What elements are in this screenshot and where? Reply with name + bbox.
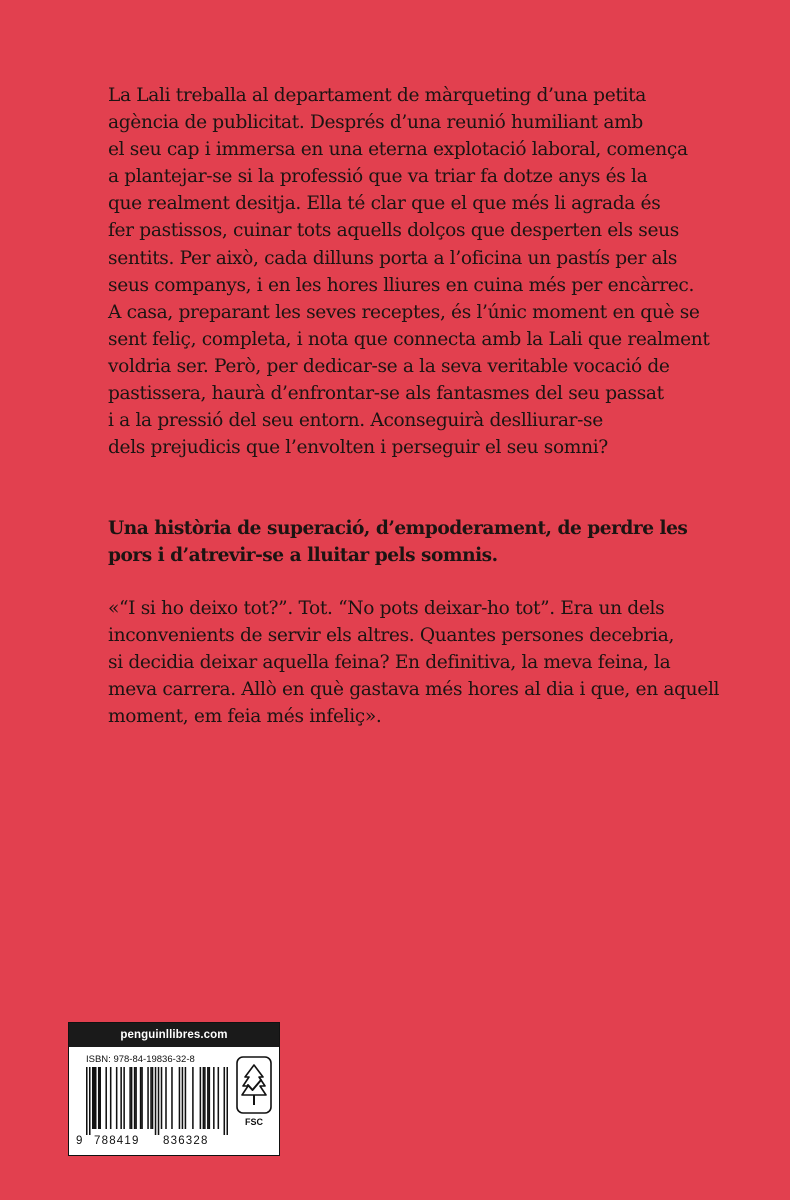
barcode-box xyxy=(68,1022,280,1156)
quote-line: si decidia deixar aquella feina? En definitiva, la meva feina, la xyxy=(108,652,671,674)
barcode-bar xyxy=(209,1067,211,1129)
barcode-bar xyxy=(140,1067,142,1129)
barcode-bar xyxy=(171,1067,173,1129)
barcode-bar xyxy=(99,1067,101,1129)
tagline-line: Una història de superació, d’empoderament, de perdre les xyxy=(108,518,688,539)
barcode-bar xyxy=(120,1067,122,1129)
barcode-bar xyxy=(134,1067,136,1129)
synopsis-line: sentits. Per això, cada dilluns porta a l’oficina un pastís per als xyxy=(108,247,678,269)
barcode-bar xyxy=(182,1067,184,1129)
barcode-bar xyxy=(105,1067,107,1129)
barcode-bar xyxy=(161,1067,163,1129)
quote-line: moment, em feia més infeliç». xyxy=(108,706,382,728)
barcode-bar xyxy=(200,1067,202,1129)
quote-line: meva carrera. Allò en què gastava més hores al dia i que, en aquell xyxy=(108,679,720,701)
barcode-bar xyxy=(129,1067,131,1129)
fsc-logo xyxy=(236,1055,272,1137)
excerpt-quote xyxy=(108,595,720,730)
barcode-bar xyxy=(147,1067,149,1129)
fsc-icon xyxy=(236,1055,272,1115)
fsc-label: FSC xyxy=(245,1117,263,1127)
barcode-bar xyxy=(95,1067,97,1129)
barcode-bar xyxy=(131,1067,133,1129)
quote-line: inconvenients de servir els altres. Quantes persones decebria, xyxy=(108,625,675,647)
ean-group-left: 788419 xyxy=(94,1135,140,1147)
synopsis xyxy=(108,82,708,461)
publisher-website: penguinllibres.com xyxy=(69,1023,279,1047)
synopsis-line: sent feliç, completa, i nota que connecta amb la Lali que realment xyxy=(108,328,710,350)
barcode-bar xyxy=(204,1067,206,1129)
barcode-bar xyxy=(158,1067,160,1135)
barcode-bar xyxy=(93,1067,95,1129)
synopsis-line: i a la pressió del seu entorn. Aconseguirà deslliurar-se xyxy=(108,410,603,432)
synopsis-line: voldria ser. Però, per dedicar-se a la seva veritable vocació de xyxy=(108,355,670,377)
barcode-bar xyxy=(207,1067,209,1129)
barcode-bar xyxy=(203,1067,205,1129)
barcode-bar xyxy=(98,1067,100,1129)
synopsis-line: fer pastissos, cuinar tots aquells dolços que desperten els seus xyxy=(108,220,679,242)
barcode-bar xyxy=(227,1067,228,1135)
barcode-bar xyxy=(218,1067,220,1129)
barcode-bar xyxy=(150,1067,152,1129)
barcode-bar xyxy=(165,1067,167,1129)
tagline xyxy=(108,515,708,569)
barcode-bar xyxy=(92,1067,94,1129)
synopsis-line: que realment desitja. Ella té clar que el que més li agrada és xyxy=(108,193,661,215)
synopsis-line: A casa, preparant les seves receptes, és l’únic moment en què se xyxy=(108,301,700,323)
synopsis-line: el seu cap i immersa en una eterna explotació laboral, comença xyxy=(108,139,688,161)
synopsis-line: seus companys, i en les hores lliures en cuina més per encàrrec. xyxy=(108,274,695,296)
barcode-bar xyxy=(192,1067,194,1129)
barcode-bar xyxy=(185,1067,187,1129)
barcode-bar xyxy=(213,1067,215,1129)
quote-line: «“I si ho deixo tot?”. Tot. “No pots deixar-ho tot”. Era un dels xyxy=(108,598,665,619)
barcode-bar xyxy=(224,1067,226,1135)
barcode-bar xyxy=(110,1067,112,1129)
barcode-bar xyxy=(152,1067,154,1129)
synopsis-line: La Lali treballa al departament de màrqueting d’una petita xyxy=(108,85,646,106)
synopsis-line: agència de publicitat. Després d’una reunió humiliant amb xyxy=(108,112,643,134)
tagline-line: pors i d’atrevir-se a lluitar pels somnis. xyxy=(108,545,498,567)
barcode-bar xyxy=(155,1067,157,1135)
synopsis-line: dels prejudicis que l’envolten i perseguir el seu somni? xyxy=(108,437,608,459)
barcode-bar xyxy=(116,1067,118,1129)
synopsis-line: pastissera, haurà d’enfrontar-se als fantasmes del seu passat xyxy=(108,383,664,405)
barcode-bar xyxy=(135,1067,137,1129)
ean-group-right: 836328 xyxy=(163,1135,209,1147)
barcode-bar xyxy=(179,1067,181,1129)
barcode-bar xyxy=(89,1067,91,1135)
ean-first-digit: 9 xyxy=(76,1135,83,1147)
barcode-bar xyxy=(141,1067,143,1129)
barcode-bars xyxy=(86,1067,228,1135)
barcode-bar xyxy=(86,1067,88,1135)
isbn-label: ISBN: 978-84-19836-32-8 xyxy=(86,1054,195,1065)
synopsis-line: a plantejar-se si la professió que va triar fa dotze anys és la xyxy=(108,166,648,188)
barcode-bar xyxy=(123,1067,125,1129)
